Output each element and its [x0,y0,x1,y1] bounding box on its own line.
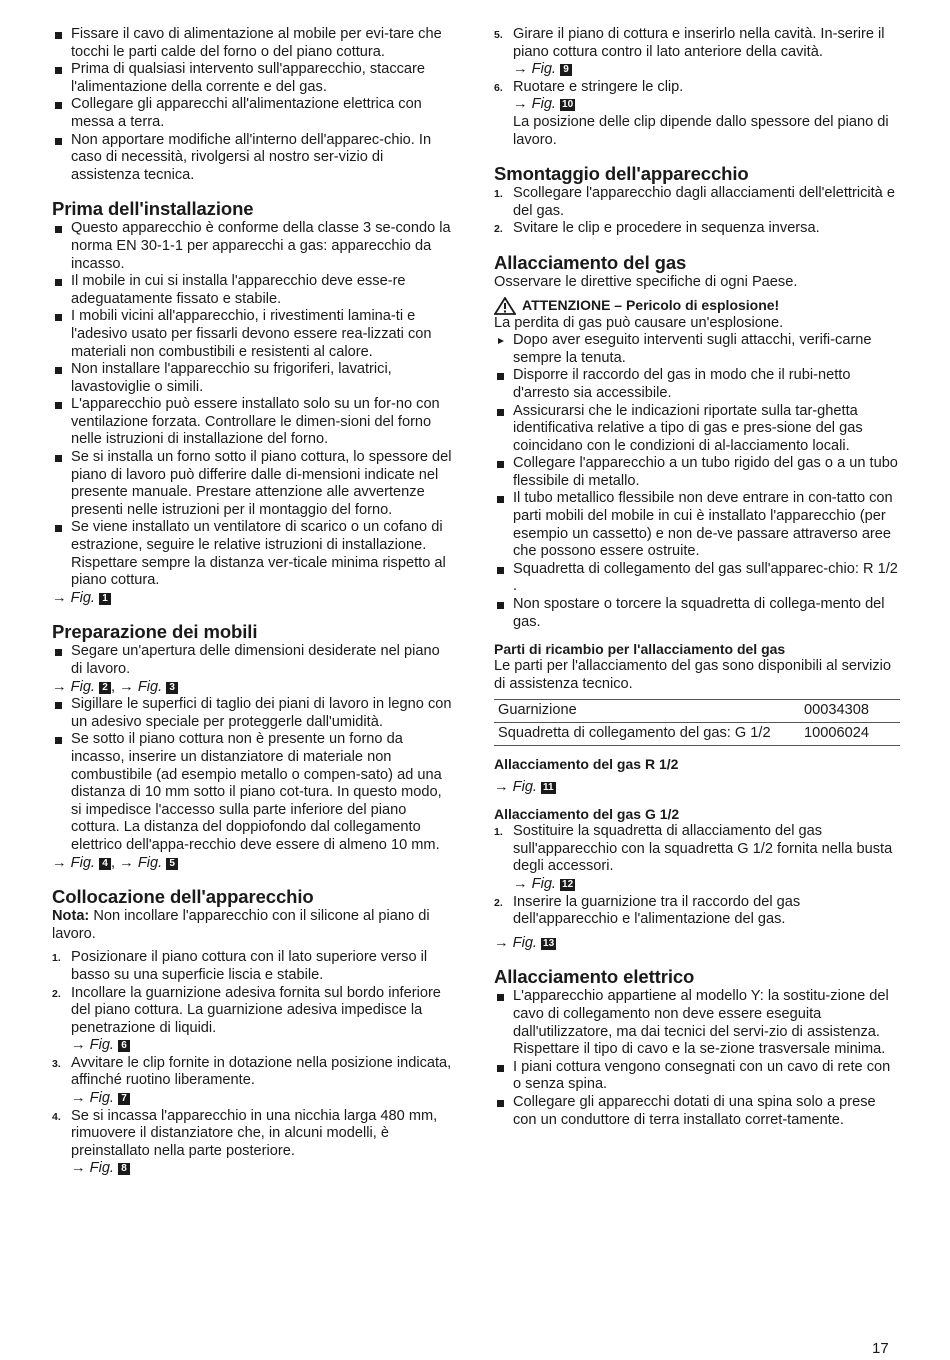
figure-number-badge: 13 [543,937,555,949]
fig-label: Fig. [70,589,95,606]
gas-bullet-list [494,367,900,631]
list-item: Prima di qualsiasi intervento sull'apparecchio, staccare l'alimentazione della corrente e del gas. [52,61,452,96]
figure-number-badge: 1 [99,593,111,605]
step-item [494,26,900,79]
step-number: 2. [52,987,61,1000]
step-item [494,220,900,238]
fig-label: Fig. [89,1090,114,1107]
figure-reference [52,590,452,608]
list-item: Questo apparecchio è conforme della classe 3 se-condo la norma EN 30-1-1 per apparecchi a gas: apparecchio da incasso. [52,220,452,273]
gas-intro: Osservare le direttive specifiche di ogni Paese. [494,273,798,290]
step-number: 2. [494,223,503,236]
arrow-icon: → [52,854,67,871]
step-item [52,949,452,984]
fig-label: Fig. [89,1160,114,1177]
elettrico-bullet-list [494,988,900,1129]
parts-table [494,699,900,745]
part-name: Guarnizione [494,700,800,723]
heading-smontaggio: Smontaggio dell'apparecchio [494,163,749,185]
prima-bullet-list [52,220,452,589]
heading-collocazione: Collocazione dell'apparecchio [52,886,314,908]
figure-number-badge: 7 [118,1093,130,1105]
list-item: Sigillare le superfici di taglio dei piani di lavoro in legno con un adesivo speciale per proteggerle dall'umidità. [52,696,452,731]
step-text: Scollegare l'apparecchio dagli allacciamenti dell'elettricità e del gas. [513,185,895,219]
fig-label: Fig. [137,678,163,695]
figure-reference: → Fig. 2 , → Fig. 3 [52,679,452,697]
heading-gas-r12: Allacciamento del gas R 1/2 [494,755,679,772]
figure-reference: → Fig. 6 [71,1037,452,1055]
arrow-icon: → [52,589,67,606]
step-item [494,79,900,149]
fig-label: Fig. [70,678,95,695]
list-item: Collegare gli apparecchi all'alimentazione elettrica con messa a terra. [52,96,452,131]
heading-allacciamento-elettrico: Allacciamento elettrico [494,966,695,988]
list-item: Assicurarsi che le indicazioni riportate sulla tar-ghetta identificativa relative a tipo di gas e pres-sione del gas coincidano con le condizioni di al-lacciamento locali. [494,403,900,456]
figure-reference: → Fig. 8 [71,1160,452,1178]
left-column [52,26,452,1178]
arrow-icon: → [119,854,134,871]
step-number: 4. [52,1110,61,1123]
step-number: 6. [494,81,503,94]
warning-text: La perdita di gas può causare un'esplosione. [494,314,784,331]
part-code: 00034308 [800,700,900,723]
list-item: Il tubo metallico flessibile non deve entrare in con-tatto con parti mobili del mobile in cui è installato l'apparecchio (per esempio un cassetto) e non de-ve passare attraverso aree che possono essere ostruite. [494,490,900,560]
step-text: Posizionare il piano cottura con il lato superiore verso il basso su una superficie liscia e stabile. [71,949,428,983]
list-item: Non spostare o torcere la squadretta di collega-mento del gas. [494,596,900,631]
fig-label: Fig. [512,778,537,795]
step-number: 1. [494,188,503,201]
figure-number-badge: 5 [166,858,178,870]
warning-triangle-icon [494,297,516,315]
figure-number-badge: 3 [166,682,178,694]
prep-bullet-list-1 [52,643,452,678]
figure-reference: → Fig. 7 [71,1090,452,1108]
list-item: I piani cottura vengono consegnati con un cavo di rete con o senza spina. [494,1059,900,1094]
gas-action-list [494,332,900,367]
step-number: 1. [494,826,503,839]
heading-prima-installazione: Prima dell'installazione [52,198,254,220]
step-note: La posizione delle clip dipende dallo spessore del piano di lavoro. [513,113,889,148]
figure-reference: → Fig. 13 [494,934,555,951]
list-item: Non installare l'apparecchio su frigoriferi, lavatrici, lavastoviglie o simili. [52,361,452,396]
step-text: Ruotare e stringere le clip. [513,78,684,95]
table-row [494,723,900,746]
figure-number-badge: 12 [562,878,574,890]
fig-label: Fig. [531,96,556,113]
figure-number-badge: 9 [560,64,572,76]
g12-steps [494,823,900,929]
list-item: Se sotto il piano cottura non è presente un forno da incasso, inserire un distanziatore di materiale non combustibile (ad esempio metallo o compen-sato) ad una distanza di 10 mm sotto il piano cot-tura. In questo modo, si impedisce l'accesso sulla parte inferiore del piano cottura. La distanza del doppiofondo dal collegamento elettrico dell'appa-recchio deve essere di almeno 10 mm. [52,731,452,854]
list-item: Il mobile in cui si installa l'apparecchio deve esse-re adeguatamente fissato e stabile. [52,273,452,308]
step-text: Sostituire la squadretta di allacciamento del gas sull'apparecchio con la squadretta G 1/2 fornita nella busta degli accessori. [513,823,893,875]
fig-label: Fig. [512,934,537,951]
list-item: Segare un'apertura delle dimensioni desiderate nel piano di lavoro. [52,643,452,678]
step-text: Incollare la guarnizione adesiva fornita sul bordo inferiore del piano cottura. La guarnizione adesiva impedisce la penetrazione di liquidi. [71,984,441,1036]
heading-gas-g12: Allacciamento del gas G 1/2 [494,806,680,823]
smontaggio-steps [494,185,900,238]
step-number: 5. [494,29,503,41]
fig-label: Fig. [137,854,163,871]
figure-number-badge: 10 [562,99,574,111]
heading-parti-ricambio: Parti di ricambio per l'allacciamento del gas [494,641,786,658]
figure-number-badge: 8 [118,1163,130,1175]
list-item: Fissare il cavo di alimentazione al mobile per evi-tare che tocchi le parti calde del forno o del piano cottura. [52,26,452,61]
list-item: Se viene installato un ventilatore di scarico o un cofano di estrazione, seguire le relative istruzioni di installazione. Rispettare sempre la distanza ver-ticale minima rispetto al piano cottura. [52,519,452,589]
step-text: Avvitare le clip fornite in dotazione nella posizione indicata, affinché ruotino liberamente. [71,1054,452,1089]
intro-bullet-list [52,26,452,184]
list-item: Disporre il raccordo del gas in modo che il rubi-netto d'arresto sia accessibile. [494,367,900,402]
figure-reference: → Fig. 12 [513,875,574,892]
note-paragraph [52,908,452,943]
figure-reference: → Fig. 9 [513,61,900,79]
arrow-icon: → [119,678,134,695]
step-item [494,185,900,220]
figure-number-badge: 4 [99,858,111,870]
list-item: Collegare gli apparecchi dotati di una spina solo a prese con un conduttore di terra installato corret-tamente. [494,1094,900,1129]
step-number: 1. [52,952,61,965]
list-item: Se si installa un forno sotto il piano cottura, lo spessore del piano di lavoro può differire dalle di-mensioni indicate nel presente manuale. Prestare attenzione alle avvertenze presenti nelle istruzioni per il montaggio del forno. [52,449,452,519]
heading-allacciamento-gas: Allacciamento del gas [494,251,687,273]
figure-number-badge: 6 [118,1040,130,1052]
step-text: Svitare le clip e procedere in sequenza inversa. [513,220,820,237]
step-item [494,823,900,893]
figure-number-badge: 2 [99,682,111,694]
step-item [52,1055,452,1108]
page-number: 17 [872,1340,889,1357]
figure-reference: → Fig. 10 [513,96,574,113]
step-number: 2. [494,896,503,909]
step-text: Girare il piano di cottura e inserirlo nella cavità. In-serire il piano cottura contro il lato anteriore della cavità. [513,26,885,60]
right-column [494,26,900,1129]
colloc-steps-continued [494,26,900,149]
warning-title-text: ATTENZIONE – Pericolo di esplosione! [522,296,780,313]
fig-label: Fig. [531,875,556,892]
colloc-steps [52,949,452,1178]
list-item: Squadretta di collegamento del gas sull'apparec-chio: R 1/2 . [494,561,900,596]
figure-number-badge: 11 [543,781,554,793]
note-text: Non incollare l'apparecchio con il silicone al piano di lavoro. [52,908,430,942]
part-name: Squadretta di collegamento del gas: G 1/2 [494,723,800,746]
note-label: Nota: [52,908,90,925]
figure-reference: → Fig. 11 [494,778,554,795]
list-item: I mobili vicini all'apparecchio, i rivestimenti lamina-ti e l'adesivo usato per fissarli devono essere rea-lizzati con materiali non combustibili e resistenti al calore. [52,308,452,361]
action-item: Dopo aver eseguito interventi sugli attacchi, verifi-carne sempre la tenuta. [494,332,900,367]
list-item: L'apparecchio può essere installato solo su un for-no con ventilazione forzata. Controllare le dimen-sioni del forno nelle istruzioni di installazione del forno. [52,396,452,449]
list-item: Non apportare modifiche all'interno dell'apparec-chio. In caso di necessità, rivolgersi al nostro ser-vizio di assistenza tecnica. [52,132,452,185]
figure-reference: → Fig. 4 , → Fig. 5 [52,855,452,873]
step-text: Inserire la guarnizione tra il raccordo del gas dell'apparecchio e l'alimentazione del gas. [513,893,801,928]
prep-bullet-list-2 [52,696,452,854]
parts-intro: Le parti per l'allacciamento del gas sono disponibili al servizio di assistenza tecnico. [494,658,892,692]
table-row [494,700,900,723]
list-item: L'apparecchio appartiene al modello Y: la sostitu-zione del cavo di collegamento non deve essere eseguita dall'utilizzatore, ma dai tecnici del servi-zio di assistenza. Rispettare il tipo di cavo e la se-zione trasversale minima. [494,988,900,1058]
arrow-icon: → [52,678,67,695]
step-text: Se si incassa l'apparecchio in una nicchia larga 480 mm, rimuovere il distanziatore che, in alcuni modelli, è preinstallato nella parte posteriore. [71,1107,438,1159]
heading-preparazione-mobili: Preparazione dei mobili [52,621,258,643]
warning-title [494,297,900,315]
part-code: 10006024 [800,723,900,746]
step-item [52,985,452,1055]
step-number: 3. [52,1057,61,1070]
list-item: Collegare l'apparecchio a un tubo rigido del gas o a un tubo flessibile di metallo. [494,455,900,490]
step-item [494,894,900,929]
step-item [52,1108,452,1178]
fig-label: Fig. [70,854,95,871]
fig-label: Fig. [531,61,556,78]
fig-label: Fig. [89,1037,114,1054]
